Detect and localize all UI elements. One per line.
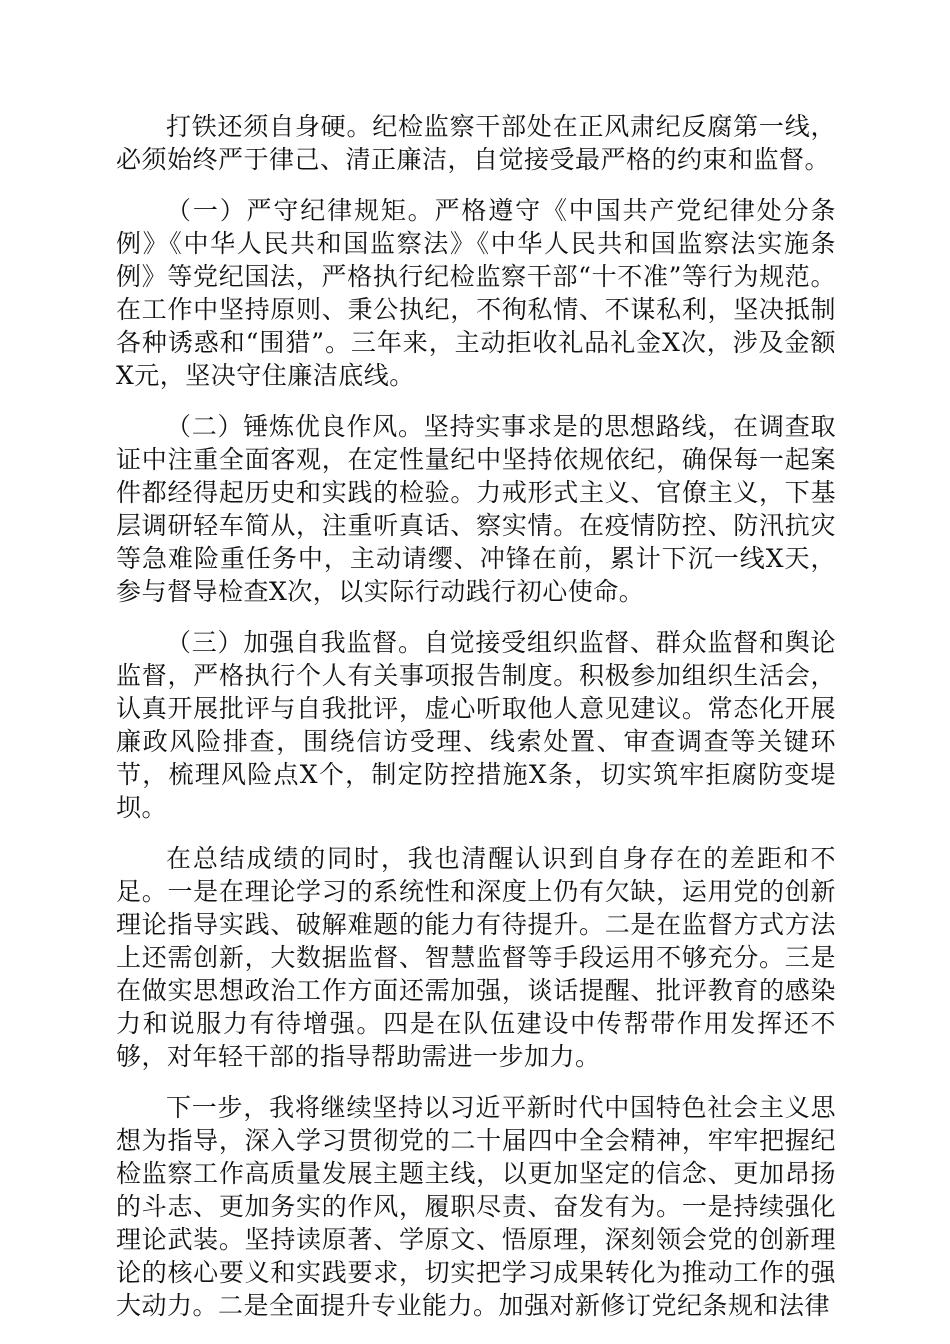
paragraph-discipline-rules: （一）严守纪律规矩。严格遵守《中国共产党纪律处分条例》《中华人民共和国监察法》《中华人民共和国监察法实施条例》等党纪国法，严格执行纪检监察干部“十不准”等行为规范。在工作中坚持原则、秉公执纪，不徇私情、不谋私利，坚决抵制各种诱惑和“围猎”。三年来，主动拒收礼品礼金X次，涉及金额X元，坚决守住廉洁底线。	[116, 196, 836, 390]
paragraph-self-discipline-intro: 打铁还须自身硬。纪检监察干部处在正风肃纪反腐第一线，必须始终严于律己、清正廉洁，自觉接受最严格的约束和监督。	[116, 112, 836, 174]
paragraph-self-supervision: （三）加强自我监督。自觉接受组织监督、群众监督和舆论监督，严格执行个人有关事项报告制度。积极参加组织生活会，认真开展批评与自我批评，虚心听取他人意见建议。常态化开展廉政风险排查，围绕信访受理、线索处置、审查调查等关键环节，梳理风险点X个，制定防控措施X条，切实筑牢拒腐防变堤坝。	[116, 628, 836, 822]
paragraph-next-steps: 下一步，我将继续坚持以习近平新时代中国特色社会主义思想为指导，深入学习贯彻党的二十届四中全会精神，牢牢把握纪检监察工作高质量发展主题主线，以更加坚定的信念、更加昂扬的斗志、更加务实的作风，履职尽责、奋发有为。一是持续强化理论武装。坚持读原著、学原文、悟原理，深刻领会党的创新理论的核心要义和实践要求，切实把学习成果转化为推动工作的强大动力。二是全面提升专业能力。加强对新修订党纪条规和法律	[116, 1093, 836, 1320]
document-body	[116, 110, 836, 1322]
paragraph-shortcomings: 在总结成绩的同时，我也清醒认识到自身存在的差距和不足。一是在理论学习的系统性和深度上仍有欠缺，运用党的创新理论指导实践、破解难题的能力有待提升。二是在监督方式方法上还需创新，大数据监督、智慧监督等手段运用不够充分。三是在做实思想政治工作方面还需加强，谈话提醒、批评教育的感染力和说服力有待增强。四是在队伍建设中传帮带作用发挥还不够，对年轻干部的指导帮助需进一步加力。	[116, 844, 836, 1071]
paragraph-work-style: （二）锤炼优良作风。坚持实事求是的思想路线，在调查取证中注重全面客观，在定性量纪中坚持依规依纪，确保每一起案件都经得起历史和实践的检验。力戒形式主义、官僚主义，下基层调研轻车简从，注重听真话、察实情。在疫情防控、防汛抗灾等急难险重任务中，主动请缨、冲锋在前，累计下沉一线X天，参与督导检查X次，以实际行动践行初心使命。	[116, 412, 836, 606]
